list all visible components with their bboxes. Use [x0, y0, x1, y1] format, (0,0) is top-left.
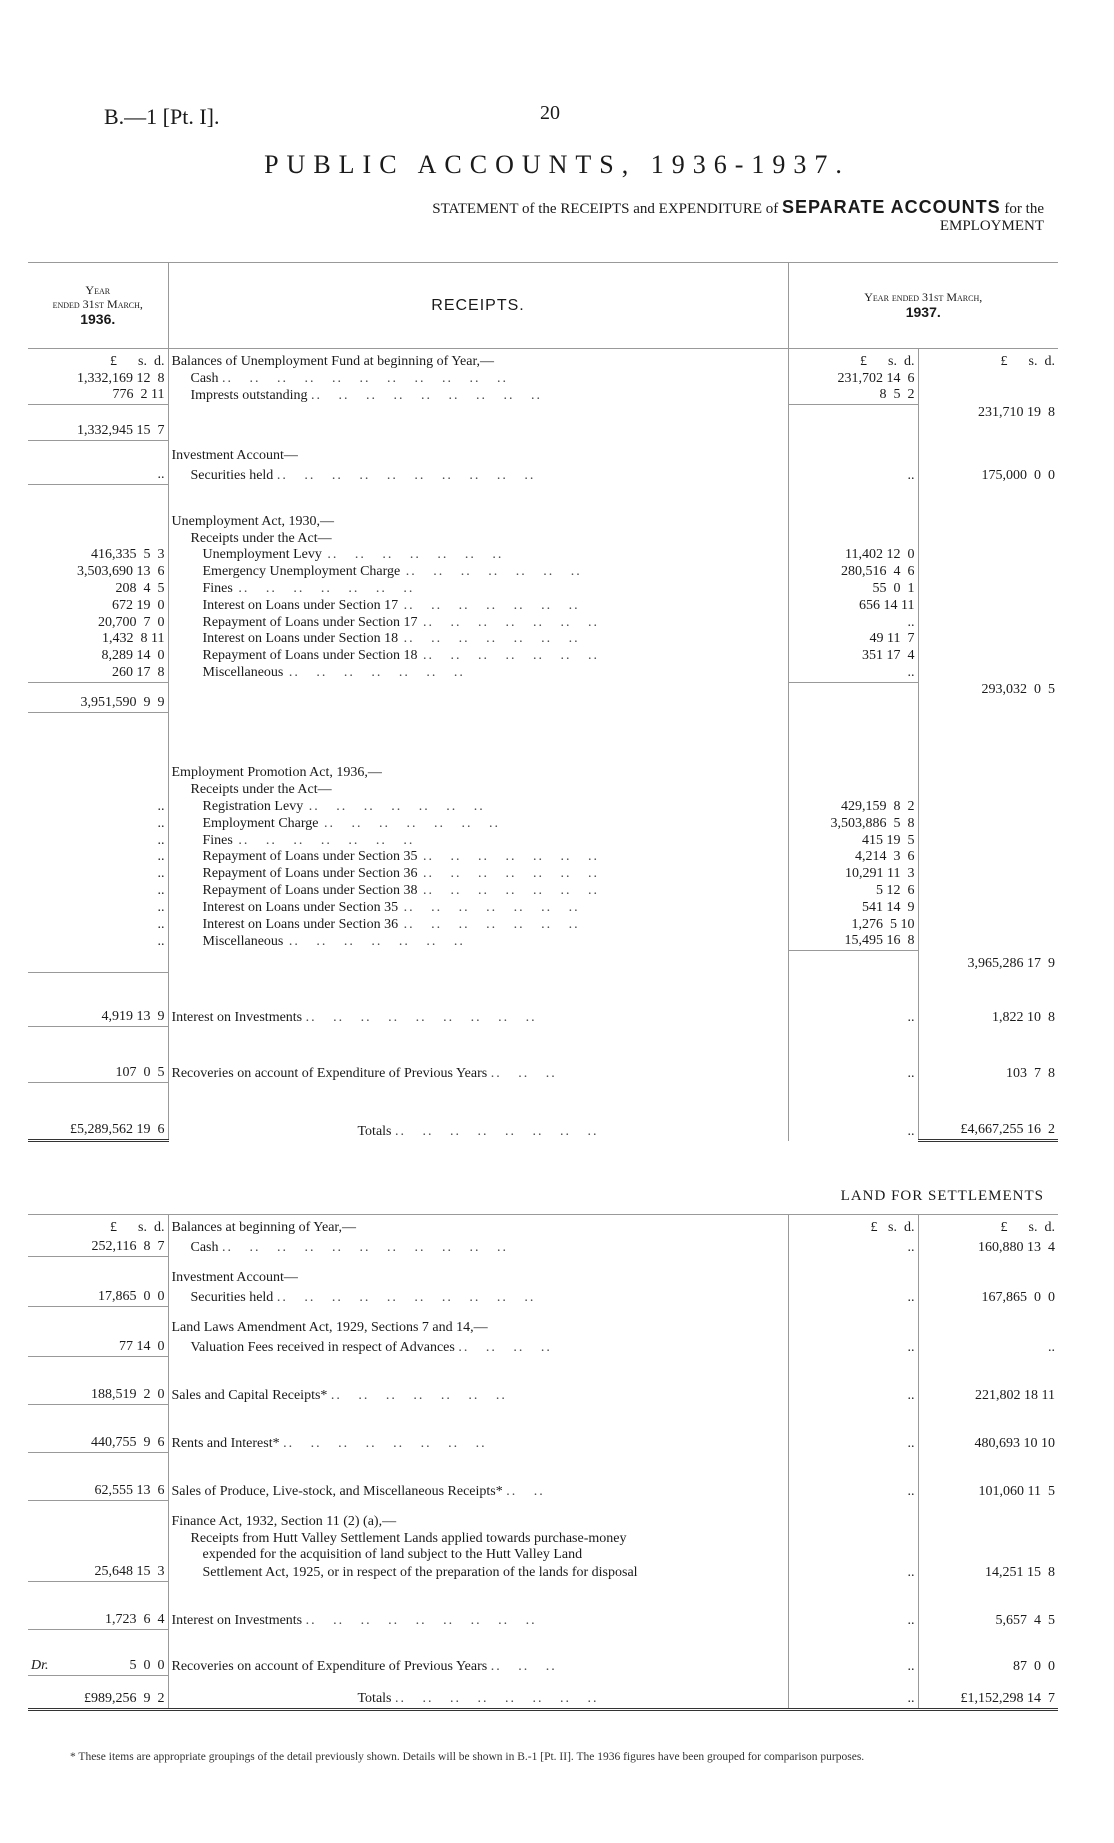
epa-item-label: Miscellaneous .. .. .. .. .. .. .. — [168, 933, 788, 950]
finance-mid: .. — [788, 1564, 918, 1581]
ua-item-label: Unemployment Levy .. .. .. .. .. .. .. — [168, 547, 788, 564]
produce-mid: .. — [788, 1453, 918, 1501]
epa-item-1937: 5 12 6 — [788, 883, 918, 900]
land-totals-1937: £1,152,298 14 7 — [918, 1675, 1058, 1709]
epa-item-label: Registration Levy .. .. .. .. .. .. .. — [168, 799, 788, 816]
epa-item-1937: 10,291 11 3 — [788, 866, 918, 883]
ua-item-1936: 8,289 14 0 — [28, 648, 168, 665]
valuation-1937: .. — [1048, 1339, 1055, 1355]
epa-item-1937: 415 19 5 — [788, 833, 918, 850]
finance-line-3: Settlement Act, 1925, or in respect of the preparation of the lands for disposal — [168, 1564, 788, 1581]
recoveries-1937-mid: .. — [788, 1027, 918, 1083]
ua-receipts-label: Receipts under the Act— — [168, 531, 788, 548]
epa-receipts-label: Receipts under the Act— — [168, 782, 788, 799]
ua-item-1936: 672 19 0 — [28, 598, 168, 615]
valuation-label: Valuation Fees received in respect of Advances .. .. .. .. — [168, 1337, 788, 1357]
valuation-1936: 77 14 0 — [28, 1337, 168, 1357]
finance-1936: 25,648 15 3 — [28, 1564, 168, 1581]
ua-item-row — [28, 564, 1058, 581]
ua-item-label: Emergency Unemployment Charge .. .. .. .. .. .. .. — [168, 564, 788, 581]
ua-item-1936: 260 17 8 — [28, 665, 168, 682]
ua-item-label: Fines .. .. .. .. .. .. .. — [168, 581, 788, 598]
epa-item-1936: .. — [28, 900, 168, 917]
epa-item-row — [28, 900, 1058, 917]
ua-item-1936: 416,335 5 3 — [28, 547, 168, 564]
produce-1936: 62,555 13 6 — [28, 1453, 168, 1501]
epa-item-1937: 1,276 5 10 — [788, 917, 918, 934]
epa-item-row — [28, 833, 1058, 850]
ua-total-1937: 293,032 0 5 — [981, 682, 1055, 698]
ua-item-row — [28, 631, 1058, 648]
epa-item-1936: .. — [28, 799, 168, 816]
securities-1937: 175,000 0 0 — [981, 467, 1055, 483]
land-cash-1936: 252,116 8 7 — [28, 1237, 168, 1257]
ua-item-label: Miscellaneous .. .. .. .. .. .. .. — [168, 665, 788, 682]
ua-item-label: Interest on Loans under Section 18 .. .. .. .. .. .. .. — [168, 631, 788, 648]
land-interest-1936: 1,723 6 4 — [28, 1581, 168, 1629]
valuation-mid: .. — [788, 1337, 918, 1357]
land-totals-label: Totals .. .. .. .. .. .. .. .. — [168, 1675, 788, 1709]
land-investment-label: Investment Account— — [168, 1257, 788, 1287]
ua-item-1937: 11,402 12 0 — [788, 547, 918, 564]
land-recoveries-mid: .. — [788, 1629, 918, 1675]
land-recoveries-1937: 87 0 0 — [1013, 1658, 1055, 1674]
ua-item-1936: 20,700 7 0 — [28, 615, 168, 632]
epa-item-1936: .. — [28, 866, 168, 883]
balances-label: Balances of Unemployment Fund at beginning of Year,— — [168, 349, 788, 371]
land-interest-label: Interest on Investments .. .. .. .. .. .. .. .. .. — [168, 1581, 788, 1629]
epa-item-row — [28, 883, 1058, 900]
lla-label: Land Laws Amendment Act, 1929, Sections 7 and 14,— — [168, 1307, 788, 1337]
epa-item-row — [28, 816, 1058, 833]
epa-item-row — [28, 866, 1058, 883]
epa-item-1936: .. — [28, 833, 168, 850]
document-reference: B.—1 [Pt. I]. — [104, 104, 220, 129]
epa-total-1937: 3,965,286 17 9 — [967, 955, 1055, 971]
ua-item-label: Repayment of Loans under Section 18 .. .. .. .. .. .. .. — [168, 648, 788, 665]
finance-line-1: Receipts from Hutt Valley Settlement Lands applied towards purchase-money — [168, 1531, 788, 1548]
rents-mid: .. — [788, 1405, 918, 1453]
imprests-1937: 8 5 2 — [788, 387, 918, 404]
land-recoveries-1936: Dr. 5 0 0 — [28, 1629, 168, 1675]
epa-item-label: Repayment of Loans under Section 35 .. .. .. .. .. .. .. — [168, 849, 788, 866]
ua-item-row — [28, 547, 1058, 564]
statement-bold: SEPARATE ACCOUNTS — [781, 197, 1001, 217]
col-head-receipts: RECEIPTS. — [168, 263, 788, 349]
epa-label: Employment Promotion Act, 1936,— — [168, 712, 788, 782]
cash-1937: 231,702 14 6 — [788, 371, 918, 388]
ua-item-label: Interest on Loans under Section 17 .. .. .. .. .. .. .. — [168, 598, 788, 615]
balances-total-1936: 1,332,945 15 7 — [28, 405, 168, 441]
section-title-employment: EMPLOYMENT — [939, 218, 1044, 234]
land-securities-mid: .. — [788, 1287, 918, 1307]
recoveries-1936: 107 0 5 — [28, 1027, 168, 1083]
statement-heading — [432, 197, 1044, 235]
epa-item-1936: .. — [28, 816, 168, 833]
debit-marker: Dr. — [31, 1658, 49, 1674]
land-cash-1937: 160,880 13 4 — [978, 1239, 1055, 1255]
statement-prefix: STATEMENT of the RECEIPTS and EXPENDITURE of — [432, 201, 779, 217]
ua-item-1937: 351 17 4 — [788, 648, 918, 665]
epa-item-1937: 429,159 8 2 — [788, 799, 918, 816]
epa-item-row — [28, 799, 1058, 816]
ua-item-1937: 280,516 4 6 — [788, 564, 918, 581]
rents-label: Rents and Interest* .. .. .. .. .. .. .. .. — [168, 1405, 788, 1453]
land-interest-1937: 5,657 4 5 — [995, 1612, 1055, 1628]
ua-item-label: Repayment of Loans under Section 17 .. .. .. .. .. .. .. — [168, 615, 788, 632]
col-head-1937: Year ended 31st March, 1937. — [788, 263, 1058, 349]
land-interest-mid: .. — [788, 1581, 918, 1629]
epa-item-label: Employment Charge .. .. .. .. .. .. .. — [168, 816, 788, 833]
epa-item-1936: .. — [28, 849, 168, 866]
investment-label: Investment Account— — [168, 441, 788, 465]
epa-item-1937: 541 14 9 — [788, 900, 918, 917]
land-totals-1936: £989,256 9 2 — [28, 1675, 168, 1709]
ua-total-1936: 3,951,590 9 9 — [28, 682, 168, 712]
sales-1936: 188,519 2 0 — [28, 1357, 168, 1405]
land-balances-label: Balances at beginning of Year,— — [168, 1215, 788, 1237]
ua-item-row — [28, 581, 1058, 598]
interest-label: Interest on Investments .. .. .. .. .. .. .. .. .. — [168, 973, 788, 1027]
epa-item-1936: .. — [28, 917, 168, 934]
epa-item-label: Interest on Loans under Section 36 .. .. .. .. .. .. .. — [168, 917, 788, 934]
epa-item-row — [28, 933, 1058, 950]
imprests-1936: 776 2 11 — [28, 387, 168, 404]
epa-item-label: Fines .. .. .. .. .. .. .. — [168, 833, 788, 850]
ua-item-row — [28, 648, 1058, 665]
land-securities-1936: 17,865 0 0 — [28, 1287, 168, 1307]
ua-item-row — [28, 615, 1058, 632]
finance-label: Finance Act, 1932, Section 11 (2) (a),— — [168, 1501, 788, 1531]
employment-receipts-table — [28, 262, 1058, 1142]
col-head-1936: Year ended 31st March, 1936. — [28, 263, 168, 349]
land-securities-label: Securities held .. .. .. .. .. .. .. .. .. .. — [168, 1287, 788, 1307]
imprests-label: Imprests outstanding .. .. .. .. .. .. .. .. .. — [168, 387, 788, 404]
sales-mid: .. — [788, 1357, 918, 1405]
land-totals-mid: .. — [788, 1675, 918, 1709]
cash-1936: 1,332,169 12 8 — [28, 371, 168, 388]
section-title-land: LAND FOR SETTLEMENTS — [840, 1188, 1044, 1204]
finance-1937: 14,251 15 8 — [985, 1564, 1055, 1580]
land-cash-mid: .. — [788, 1237, 918, 1257]
ua-item-1937: 55 0 1 — [788, 581, 918, 598]
epa-item-row — [28, 917, 1058, 934]
ua-item-row — [28, 598, 1058, 615]
epa-item-1936: .. — [28, 883, 168, 900]
epa-item-label: Repayment of Loans under Section 38 .. .. .. .. .. .. .. — [168, 883, 788, 900]
ua-item-1937: .. — [788, 665, 918, 682]
produce-1937: 101,060 11 5 — [978, 1483, 1055, 1499]
rents-1937: 480,693 10 10 — [974, 1435, 1055, 1451]
epa-item-1937: 15,495 16 8 — [788, 933, 918, 950]
totals-1936: £5,289,562 19 6 — [28, 1083, 168, 1141]
finance-line-2: expended for the acquisition of land subject to the Hutt Valley Land — [168, 1547, 788, 1564]
land-cash-label: Cash .. .. .. .. .. .. .. .. .. .. .. — [168, 1237, 788, 1257]
securities-1937-mid: .. — [788, 465, 918, 485]
ua-item-row — [28, 665, 1058, 682]
lsd-header-1936: £ s. d. — [28, 349, 168, 371]
interest-1937-mid: .. — [788, 973, 918, 1027]
land-lsd-mid: £ s. d. — [788, 1215, 918, 1237]
sales-1937: 221,802 18 11 — [975, 1387, 1055, 1403]
totals-1937-mid: .. — [788, 1083, 918, 1141]
ua-item-1937: 49 11 7 — [788, 631, 918, 648]
totals-label: Totals .. .. .. .. .. .. .. .. — [168, 1083, 788, 1141]
lsd-header-1937: £ s. d. — [1000, 353, 1055, 369]
land-lsd-1936: £ s. d. — [28, 1215, 168, 1237]
epa-item-1937: 3,503,886 5 8 — [788, 816, 918, 833]
recoveries-label: Recoveries on account of Expenditure of Previous Years .. .. .. — [168, 1027, 788, 1083]
epa-item-label: Interest on Loans under Section 35 .. .. .. .. .. .. .. — [168, 900, 788, 917]
balances-total-1937: 231,710 19 8 — [978, 404, 1055, 420]
footnote: * These items are appropriate groupings of the detail previously shown. Details will be shown in B.-1 [Pt. II]. The 1936 figures have been grouped for comparison purposes. — [70, 1751, 865, 1763]
land-receipts-table — [28, 1214, 1058, 1711]
ua-item-1936: 3,503,690 13 6 — [28, 564, 168, 581]
epa-item-row — [28, 849, 1058, 866]
cash-label: Cash .. .. .. .. .. .. .. .. .. .. .. — [168, 371, 788, 388]
ua-label: Unemployment Act, 1930,— — [168, 485, 788, 531]
ua-item-1936: 208 4 5 — [28, 581, 168, 598]
sales-label: Sales and Capital Receipts* .. .. .. .. .. .. .. — [168, 1357, 788, 1405]
securities-1936: .. — [28, 465, 168, 485]
securities-label: Securities held .. .. .. .. .. .. .. .. .. .. — [168, 465, 788, 485]
recoveries-1937: 103 7 8 — [1006, 1065, 1055, 1081]
document-title: PUBLIC ACCOUNTS, 1936-1937. — [264, 150, 850, 179]
totals-1937: £4,667,255 16 2 — [918, 1083, 1058, 1141]
rents-1936: 440,755 9 6 — [28, 1405, 168, 1453]
land-lsd-1937: £ s. d. — [918, 1215, 1058, 1237]
ua-item-1937: 656 14 11 — [788, 598, 918, 615]
epa-item-1937: 4,214 3 6 — [788, 849, 918, 866]
ua-item-1937: .. — [788, 615, 918, 632]
land-recoveries-label: Recoveries on account of Expenditure of Previous Years .. .. .. — [168, 1629, 788, 1675]
interest-1936: 4,919 13 9 — [28, 973, 168, 1027]
lsd-header-1937-mid: £ s. d. — [788, 349, 918, 371]
epa-item-label: Repayment of Loans under Section 36 .. .. .. .. .. .. .. — [168, 866, 788, 883]
interest-1937: 1,822 10 8 — [992, 1009, 1055, 1025]
land-securities-1937: 167,865 0 0 — [981, 1289, 1055, 1305]
page-number: 20 — [540, 102, 560, 124]
statement-suffix: for the — [1004, 201, 1044, 217]
epa-item-1936: .. — [28, 933, 168, 950]
produce-label: Sales of Produce, Live-stock, and Miscellaneous Receipts* .. .. — [168, 1453, 788, 1501]
ua-item-1936: 1,432 8 11 — [28, 631, 168, 648]
